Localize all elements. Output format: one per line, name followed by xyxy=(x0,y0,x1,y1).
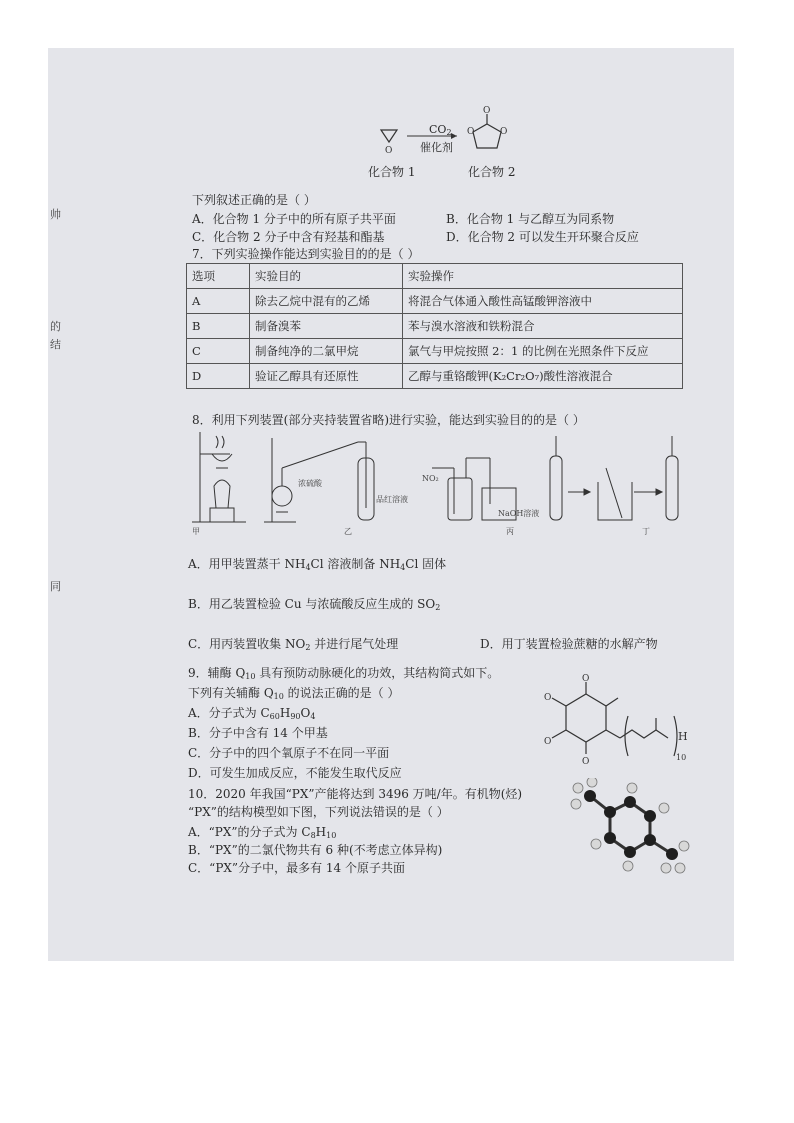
arrow-head xyxy=(451,133,457,139)
margin-char: 同 xyxy=(50,580,61,593)
q7-table xyxy=(186,263,683,389)
label-bing: 丙 xyxy=(506,527,514,536)
table-cell: 将混合气体通入酸性高锰酸钾溶液中 xyxy=(403,289,683,314)
table-row xyxy=(187,364,683,389)
apparatus-ding xyxy=(550,436,678,520)
margin-char: 帅 xyxy=(50,208,61,221)
label-jia: 甲 xyxy=(192,527,200,536)
arrow-bottom-label: 催化剂 xyxy=(420,141,453,154)
atom-o-left-top: O xyxy=(544,693,552,703)
q6-option-d: D．化合物 2 可以发生开环聚合反应 xyxy=(446,230,639,244)
repeat-count: 10 xyxy=(676,753,687,762)
q9-option-c: C．分子中的四个氧原子不在同一平面 xyxy=(188,746,390,760)
q8-option-c: C．用丙装置收集 $NO_2$ 并进行尾气处理 xyxy=(188,637,399,652)
compound1-label: 化合物 1 xyxy=(368,165,416,179)
q8-option-d: D．用丁装置检验蔗糖的水解产物 xyxy=(480,637,658,651)
terminal-h: H xyxy=(678,730,688,743)
q10-option-a: A．“PX”的分子式为 $C_8H_{10}$ xyxy=(188,825,337,840)
q6-option-a: A．化合物 1 分子中的所有原子共平面 xyxy=(192,212,396,226)
table-cell: 制备溴苯 xyxy=(250,314,403,339)
q6-option-b: B．化合物 1 与乙醇互为同系物 xyxy=(446,212,615,226)
margin-char: 结 xyxy=(50,338,61,351)
table-cell: 氯气与甲烷按照 2：1 的比例在光照条件下反应 xyxy=(403,339,683,364)
table-cell: 苯与溴水溶液和铁粉混合 xyxy=(403,314,683,339)
q9-option-b: B．分子中含有 14 个甲基 xyxy=(188,726,328,740)
atom-o-left-bottom: O xyxy=(544,737,552,747)
table-row xyxy=(187,339,683,364)
label-pinhong: 品红溶液 xyxy=(376,495,408,504)
ring-oxygen-left: O xyxy=(467,127,475,137)
q10-stem: 10．2020 年我国“PX”产能将达到 3496 万吨/年。有机物(烃) xyxy=(188,787,523,801)
table-row xyxy=(187,289,683,314)
table-cell: B xyxy=(187,314,250,339)
q7-stem: 7．下列实验操作能达到实验目的的是（ ） xyxy=(192,247,420,261)
q9-option-a: A．分子式为 $C_{60}H_{90}O_4$ xyxy=(188,706,316,721)
epoxide-oxygen: O xyxy=(385,146,393,156)
label-naoh: NaOH溶液 xyxy=(498,509,540,518)
q10-option-c: C．“PX”分子中，最多有 14 个原子共面 xyxy=(188,861,405,875)
label-h2so4: 浓硫酸 xyxy=(298,479,322,488)
table-header-row xyxy=(187,264,683,289)
table-cell: C xyxy=(187,339,250,364)
table-row xyxy=(187,314,683,339)
table-cell: 乙醇与重铬酸钾(K₂Cr₂O₇)酸性溶液混合 xyxy=(403,364,683,389)
label-yi: 乙 xyxy=(344,527,352,536)
reaction-scheme xyxy=(373,104,533,164)
ring-oxygen-right: O xyxy=(500,127,508,137)
table-cell: 制备纯净的二氯甲烷 xyxy=(250,339,403,364)
compound2-label: 化合物 2 xyxy=(468,165,516,179)
atom-o-bottom: O xyxy=(582,757,590,766)
q10-stem-2: “PX”的结构模型如下图，下列说法错误的是（ ） xyxy=(188,805,449,819)
scanned-page xyxy=(48,48,734,961)
q10-option-b: B．“PX”的二氯代物共有 6 种(不考虑立体异构) xyxy=(188,843,443,857)
q9-stem-2: 下列有关辅酶 $Q_{10}$ 的说法正确的是（ ） xyxy=(188,686,400,701)
q6-option-c: C．化合物 2 分子中含有羟基和酯基 xyxy=(192,230,385,244)
table-cell: 除去乙烷中混有的乙烯 xyxy=(250,289,403,314)
carbonyl-oxygen: O xyxy=(483,106,491,116)
carbonate-ring xyxy=(473,124,501,148)
header-cell: 实验目的 xyxy=(250,264,403,289)
header-cell: 选项 xyxy=(187,264,250,289)
coenzyme-q10-structure xyxy=(528,672,688,766)
epoxide-ring xyxy=(381,130,397,142)
atom-o-top: O xyxy=(582,674,590,684)
apparatus-jia xyxy=(192,432,246,522)
q9-option-d: D．可发生加成反应，不能发生取代反应 xyxy=(188,766,402,780)
arrow-top-label: $CO_2$ xyxy=(429,123,452,137)
label-ding: 丁 xyxy=(642,527,650,536)
margin-char: 的 xyxy=(50,320,61,333)
table-cell: 验证乙醇具有还原性 xyxy=(250,364,403,389)
q8-option-a: A．用甲装置蒸干 $NH_4Cl$ 溶液制备 $NH_4Cl$ 固体 xyxy=(188,557,447,572)
header-cell: 实验操作 xyxy=(403,264,683,289)
q8-option-b: B．用乙装置检验 Cu 与浓硫酸反应生成的 $SO_2$ xyxy=(188,597,441,612)
q8-stem: 8．利用下列装置(部分夹持装置省略)进行实验，能达到实验目的的是（ ） xyxy=(192,413,585,427)
table-cell: A xyxy=(187,289,250,314)
label-no2: NO₂ xyxy=(422,474,439,483)
q9-stem: 9．辅酶 $Q_{10}$ 具有预防动脉硬化的功效，其结构简式如下。 xyxy=(188,666,500,681)
px-ball-stick-model xyxy=(568,778,692,878)
q6-stem: 下列叙述正确的是（ ） xyxy=(192,193,316,207)
table-cell: D xyxy=(187,364,250,389)
